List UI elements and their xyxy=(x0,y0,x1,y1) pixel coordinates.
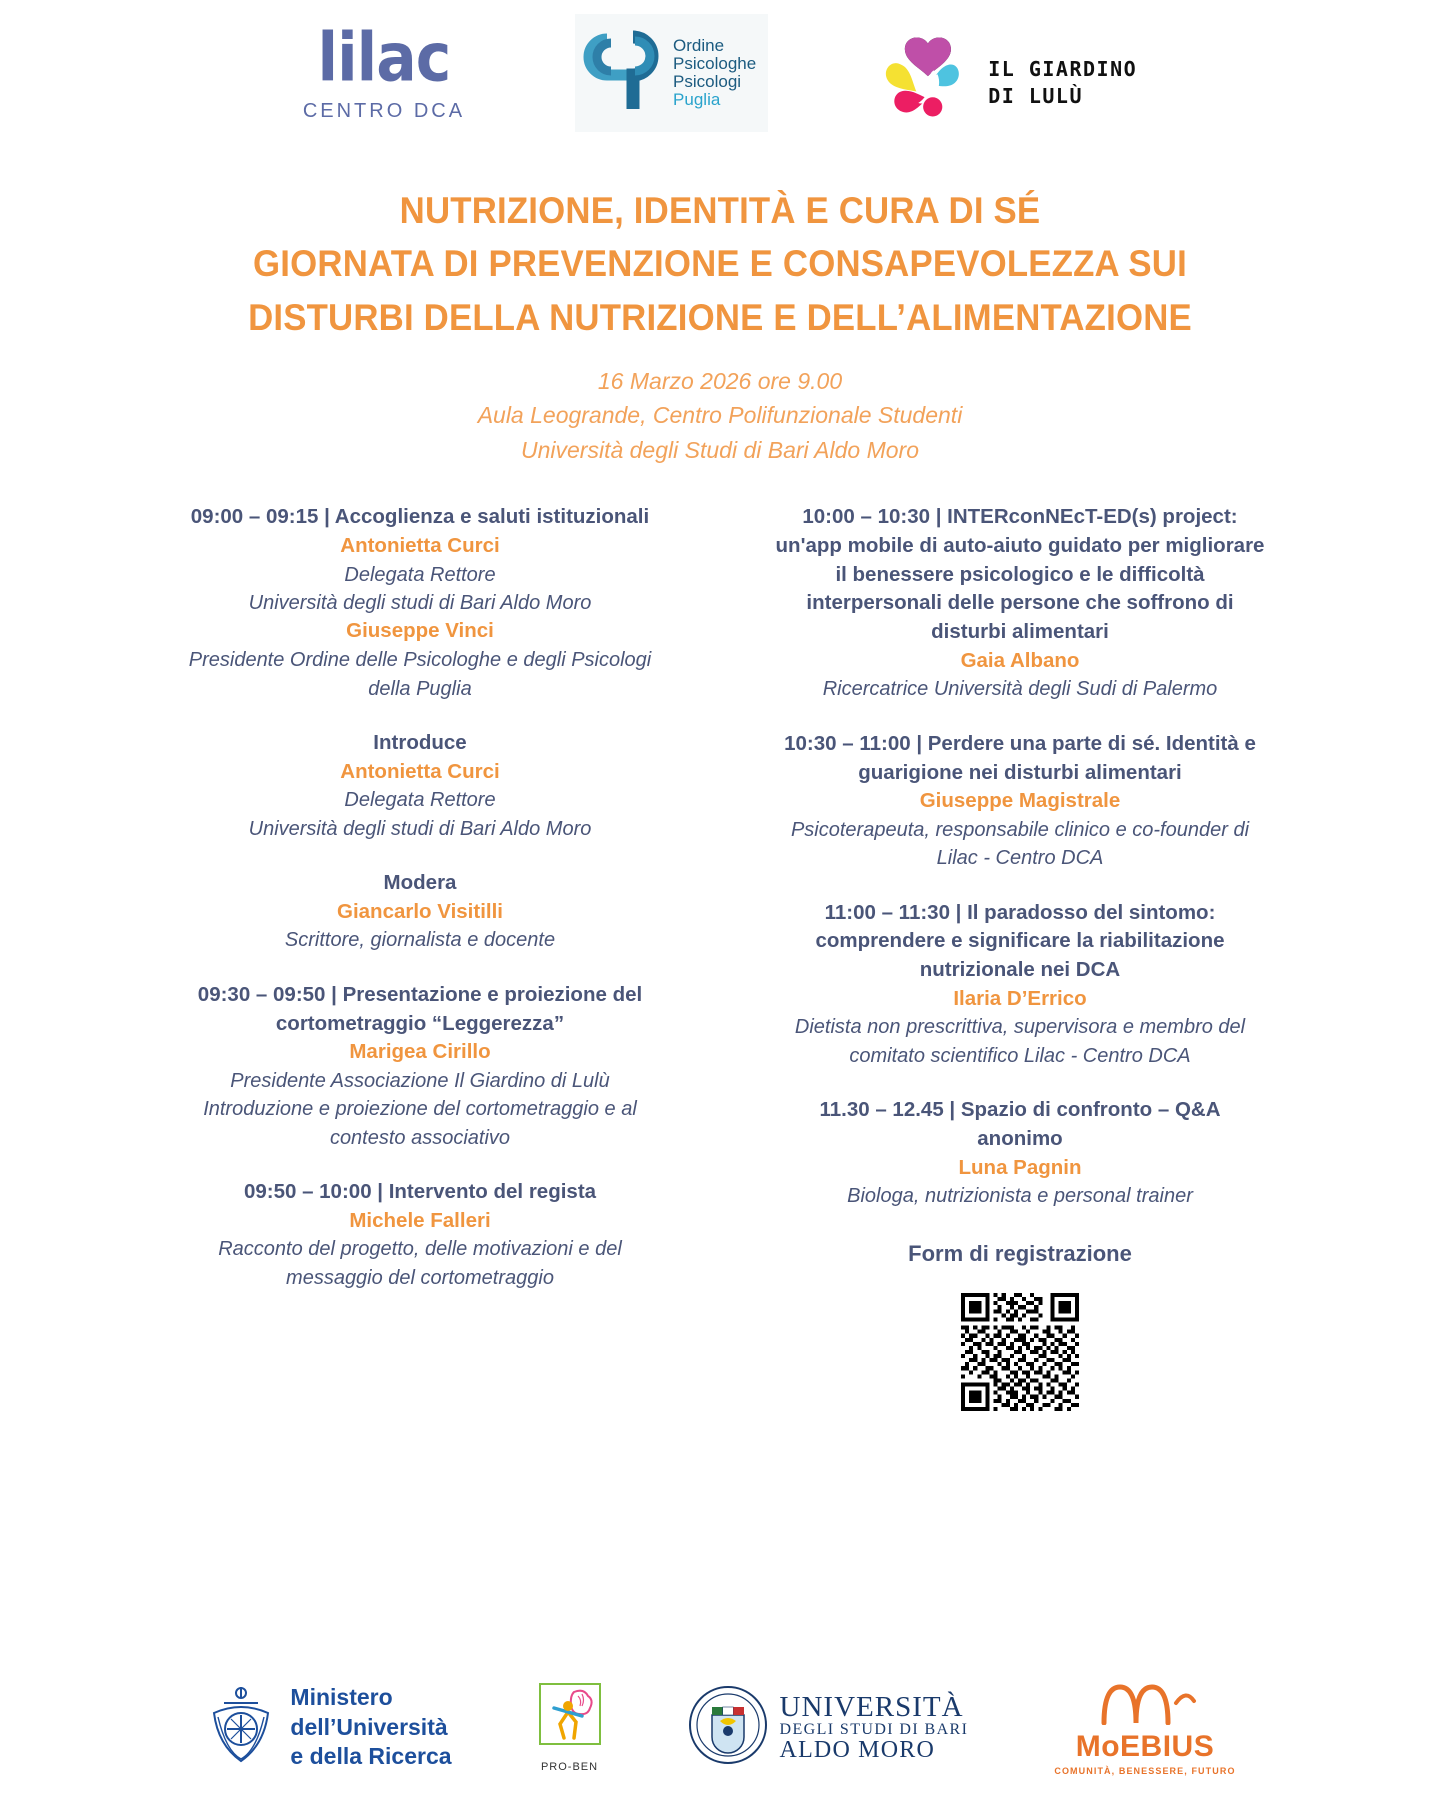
speaker-name: Giuseppe Magistrale xyxy=(919,789,1121,813)
page-title xyxy=(43,184,1397,344)
uniba-line-2: DEGLI STUDI DI BARI xyxy=(779,1721,969,1738)
program-block-title: 09:30 – 09:50 | Presentazione e proiezione del cortometraggio “Leggerezza” xyxy=(197,982,643,1035)
lilac-wordmark: lilac xyxy=(317,18,451,98)
ordine-psicologi-logo xyxy=(575,14,768,132)
program-columns xyxy=(0,503,1440,1410)
event-institution: Università degli Studi di Bari Aldo Moro xyxy=(521,436,919,463)
op-line-2: Psicologhe xyxy=(673,53,757,73)
speaker-role: Dietista non prescrittiva, supervisora e membro del comitato scientifico Lilac - Centro DCA xyxy=(794,1016,1246,1067)
speaker-name: Giuseppe Vinci xyxy=(346,619,494,643)
program-block-title: 10:30 – 11:00 | Perdere una parte di sé. Identità e guarigione nei disturbi alimentari xyxy=(784,731,1256,784)
speaker-role: Delegata Rettore xyxy=(344,789,496,812)
infinity-loop-icon xyxy=(581,25,665,122)
speaker-role: Università degli studi di Bari Aldo Moro xyxy=(248,592,592,615)
program-column-left xyxy=(175,503,665,1410)
speaker-name: Ilaria D’Errico xyxy=(953,986,1087,1010)
program-block-title: Introduce xyxy=(373,730,467,754)
program-block xyxy=(175,503,665,703)
mur-line-1: Ministero xyxy=(290,1684,393,1711)
program-block-title: 09:00 – 09:15 | Accoglienza e saluti istituzionali xyxy=(190,505,650,529)
uniba-line-1: UNIVERSITÀ xyxy=(779,1691,964,1723)
moebius-tagline: COMUNITÀ, BENESSERE, FUTURO xyxy=(1054,1766,1236,1776)
program-block xyxy=(175,729,665,843)
lilac-subtitle: CENTRO DCA xyxy=(302,100,466,122)
moebius-wordmark: MoEBIUS xyxy=(1075,1730,1215,1763)
uniba-seal-icon xyxy=(688,1685,768,1770)
speaker-role: Presidente Associazione Il Giardino di Lulù xyxy=(230,1069,610,1092)
program-block xyxy=(175,981,665,1152)
op-line-1: Ordine xyxy=(673,35,725,55)
speaker-name: Marigea Cirillo xyxy=(349,1040,491,1064)
speaker-role: Università degli studi di Bari Aldo Moro xyxy=(248,817,592,840)
program-block-title: 09:50 – 10:00 | Intervento del regista xyxy=(243,1180,597,1204)
event-venue: Aula Leogrande, Centro Polifunzionale Studenti xyxy=(477,402,963,429)
program-block-title: 11:00 – 11:30 | Il paradosso del sintomo: comprendere e significare la riabilitazione nutrizionale nei DCA xyxy=(815,900,1225,982)
speaker-role: Scrittore, giornalista e docente xyxy=(284,929,556,952)
uniba-line-3: ALDO MORO xyxy=(779,1737,935,1763)
emblem-italy-icon xyxy=(204,1683,278,1772)
mur-line-2: dell’Università xyxy=(290,1713,448,1740)
pro-ben-label: PRO-BEN xyxy=(540,1761,599,1773)
speaker-role: Ricercatrice Università degli Sudi di Palermo xyxy=(822,678,1218,701)
program-block xyxy=(775,899,1265,1071)
runner-brain-icon xyxy=(538,1741,602,1758)
speaker-role: Biologa, nutrizionista e personal trainer xyxy=(847,1185,1193,1208)
footer-logo-row xyxy=(0,1679,1440,1776)
speaker-role: Psicoterapeuta, responsabile clinico e co-founder di Lilac - Centro DCA xyxy=(790,818,1250,870)
program-block-title: Modera xyxy=(383,871,457,895)
speaker-name: Antonietta Curci xyxy=(340,533,500,557)
title-line-3: DISTURBI DELLA NUTRIZIONE E DELL’ALIMENTAZIONE xyxy=(248,296,1192,338)
registration-title: Form di registrazione xyxy=(908,1240,1132,1266)
lilac-logo xyxy=(303,14,465,123)
program-column-right xyxy=(775,503,1265,1410)
speaker-name: Michele Falleri xyxy=(349,1208,491,1232)
speaker-role: Racconto del progetto, delle motivazioni e del messaggio del cortometraggio xyxy=(218,1238,622,1289)
moebius-loops-icon xyxy=(1090,1712,1200,1729)
event-datetime: 16 Marzo 2026 ore 9.00 xyxy=(597,367,843,394)
speaker-name: Gaia Albano xyxy=(960,648,1080,672)
title-area xyxy=(0,184,1440,467)
program-block xyxy=(175,1178,665,1292)
speaker-role: Introduzione e proiezione del cortometraggio e al contesto associativo xyxy=(203,1098,637,1149)
speaker-name: Giancarlo Visitilli xyxy=(337,899,503,923)
op-line-3: Psicologi xyxy=(673,72,742,91)
pro-ben-logo xyxy=(538,1682,602,1773)
header-logo-row xyxy=(0,0,1440,140)
mur-line-3: e della Ricerca xyxy=(290,1743,452,1770)
speaker-name: Antonietta Curci xyxy=(340,759,500,783)
moebius-logo xyxy=(1054,1679,1235,1776)
program-block-title: 10:00 – 10:30 | INTERconNEcT-ED(s) project: un'app mobile di auto-aiuto guidato per migliorare il benessere psicologico e le difficoltà interpersonali delle persone che soffrono di disturbi alimentari xyxy=(775,505,1265,644)
program-block xyxy=(775,1096,1265,1210)
speaker-name: Luna Pagnin xyxy=(958,1155,1082,1179)
program-block xyxy=(175,869,665,955)
giardino-di-lulu-logo xyxy=(878,14,1137,133)
title-line-2: GIORNATA DI PREVENZIONE E CONSAPEVOLEZZA SUI xyxy=(253,243,1187,285)
giardino-line-1: IL GIARDINO xyxy=(988,56,1138,81)
op-line-4: Puglia xyxy=(673,90,721,110)
program-block-title: 11.30 – 12.45 | Spazio di confronto – Q&A anonimo xyxy=(819,1098,1221,1150)
event-subtitle xyxy=(0,364,1440,468)
registration-qr-code[interactable] xyxy=(775,1293,1265,1411)
ministero-universita-ricerca-logo xyxy=(204,1683,451,1772)
giardino-line-2: DI LULÙ xyxy=(988,83,1084,108)
speaker-role: Presidente Ordine delle Psicologhe e degli Psicologi della Puglia xyxy=(188,649,652,700)
flower-heart-face-icon xyxy=(878,32,974,133)
program-block xyxy=(775,503,1265,704)
uniba-logo xyxy=(688,1685,969,1770)
speaker-role: Delegata Rettore xyxy=(344,563,496,586)
program-block xyxy=(775,730,1265,873)
title-line-1: NUTRIZIONE, IDENTITÀ E CURA DI SÉ xyxy=(399,190,1041,231)
